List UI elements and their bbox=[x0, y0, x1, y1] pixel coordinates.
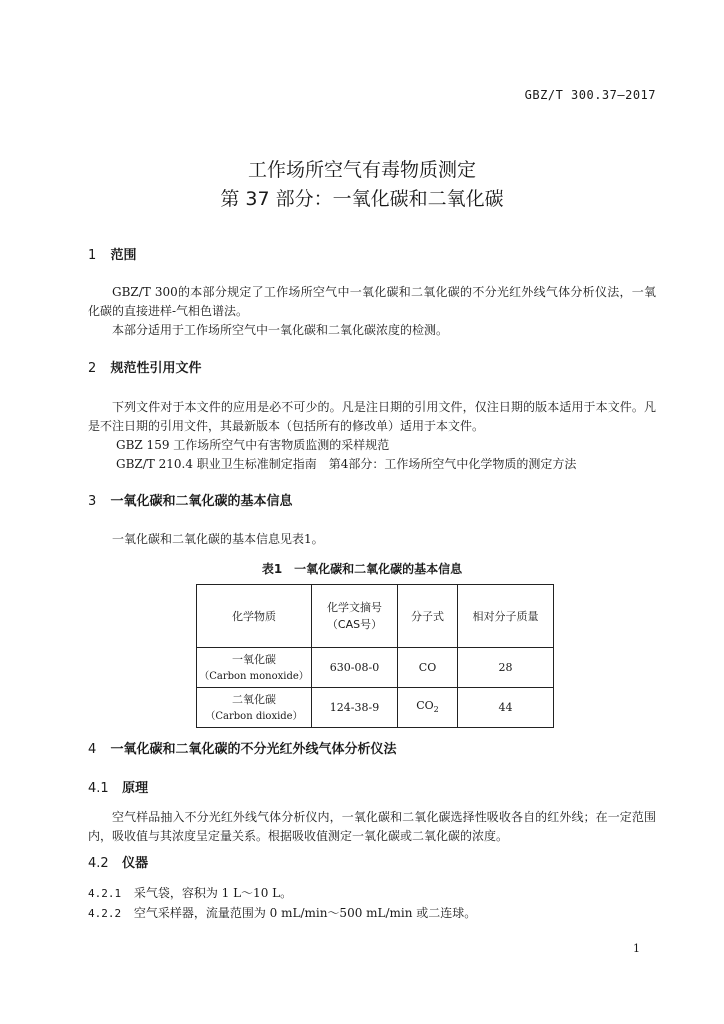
section-1-paragraph-2: 本部分适用于工作场所空气中一氧化碳和二氧化碳浓度的检测。 bbox=[112, 323, 449, 337]
item-4-2-2 bbox=[88, 904, 476, 923]
chemical-name-cell bbox=[197, 648, 312, 688]
normative-reference-2: GBZ/T 210.4 职业卫生标准制定指南 第4部分：工作场所空气中化学物质的测定方法 bbox=[116, 457, 577, 471]
subsection-label: 原理 bbox=[122, 781, 149, 796]
item-text: 空气采样器，流量范围为 0 mL/min～500 mL/min 或二连球。 bbox=[133, 906, 477, 920]
section-4-1-paragraph: 空气样品抽入不分光红外线气体分析仪内，一氧化碳和二氧化碳选择性吸收各自的红外线；在一定范围内，吸收值与其浓度呈定量关系。根据吸收值测定一氧化碳或二氧化碳的浓度。 bbox=[88, 810, 656, 843]
formula-base: CO bbox=[416, 698, 434, 712]
standard-code: GBZ/T 300.37—2017 bbox=[524, 88, 656, 102]
header-molecular-weight: 相对分子质量 bbox=[458, 585, 554, 648]
section-label: 一氧化碳和二氧化碳的不分光红外线气体分析仪法 bbox=[110, 742, 397, 757]
header-chemical: 化学物质 bbox=[197, 585, 312, 648]
subsection-number: 4.2 bbox=[88, 856, 109, 871]
table-row bbox=[197, 648, 554, 688]
section-1-paragraph-1: GBZ/T 300的本部分规定了工作场所空气中一氧化碳和二氧化碳的不分光红外线气体分析仪法，一氧化碳的直接进样-气相色谱法。 bbox=[88, 285, 656, 318]
chemical-name-cn: 一氧化碳 bbox=[232, 652, 276, 666]
section-label: 一氧化碳和二氧化碳的基本信息 bbox=[110, 494, 293, 509]
document-title: 工作场所空气有毒物质测定 bbox=[247, 159, 476, 181]
formula-cell bbox=[398, 688, 458, 728]
section-3-paragraph-1: 一氧化碳和二氧化碳的基本信息见表1。 bbox=[112, 532, 324, 546]
formula-subscript: 2 bbox=[433, 705, 439, 715]
section-number: 1 bbox=[88, 248, 97, 263]
chemical-name-cell bbox=[197, 688, 312, 728]
chemical-name-en: （Carbon monoxide） bbox=[199, 670, 309, 682]
section-number: 2 bbox=[88, 361, 97, 376]
molecular-weight-cell: 44 bbox=[458, 688, 554, 728]
basic-info-table bbox=[196, 584, 554, 728]
section-label: 规范性引用文件 bbox=[110, 361, 202, 376]
normative-reference-1: GBZ 159 工作场所空气中有害物质监测的采样规范 bbox=[116, 438, 390, 452]
section-number: 4 bbox=[88, 742, 97, 757]
header-cas bbox=[312, 585, 398, 648]
subsection-heading-4-1 bbox=[88, 780, 148, 798]
section-number: 3 bbox=[88, 494, 97, 509]
header-cas-line2: （CAS号） bbox=[326, 618, 383, 631]
page-number: 1 bbox=[633, 942, 640, 955]
formula-cell: CO bbox=[398, 648, 458, 688]
section-2-paragraph-1: 下列文件对于本文件的应用是必不可少的。凡是注日期的引用文件，仅注日期的版本适用于本文件。凡是不注日期的引用文件，其最新版本（包括所有的修改单）适用于本文件。 bbox=[88, 400, 656, 433]
section-heading-4 bbox=[88, 741, 397, 759]
chemical-name-en: （Carbon dioxide） bbox=[205, 710, 303, 722]
section-heading-1 bbox=[88, 247, 137, 265]
item-4-2-1 bbox=[88, 884, 292, 903]
table-caption: 表1 一氧化碳和二氧化碳的基本信息 bbox=[261, 562, 463, 576]
item-text: 采气袋，容积为 1 L～10 L。 bbox=[133, 886, 293, 900]
section-heading-3 bbox=[88, 493, 293, 511]
header-formula: 分子式 bbox=[398, 585, 458, 648]
subsection-number: 4.1 bbox=[88, 781, 109, 796]
document-subtitle: 第 37 部分：一氧化碳和二氧化碳 bbox=[220, 188, 504, 210]
item-number: 4.2.2 bbox=[88, 907, 122, 920]
item-number: 4.2.1 bbox=[88, 887, 122, 900]
table-row bbox=[197, 688, 554, 728]
subsection-label: 仪器 bbox=[122, 856, 149, 871]
cas-cell: 630-08-0 bbox=[312, 648, 398, 688]
cas-cell: 124-38-9 bbox=[312, 688, 398, 728]
table-header-row bbox=[197, 585, 554, 648]
section-heading-2 bbox=[88, 360, 202, 378]
subsection-heading-4-2 bbox=[88, 855, 148, 873]
section-label: 范围 bbox=[110, 248, 137, 263]
molecular-weight-cell: 28 bbox=[458, 648, 554, 688]
header-cas-line1: 化学文摘号 bbox=[327, 601, 382, 614]
chemical-name-cn: 二氧化碳 bbox=[232, 692, 276, 706]
